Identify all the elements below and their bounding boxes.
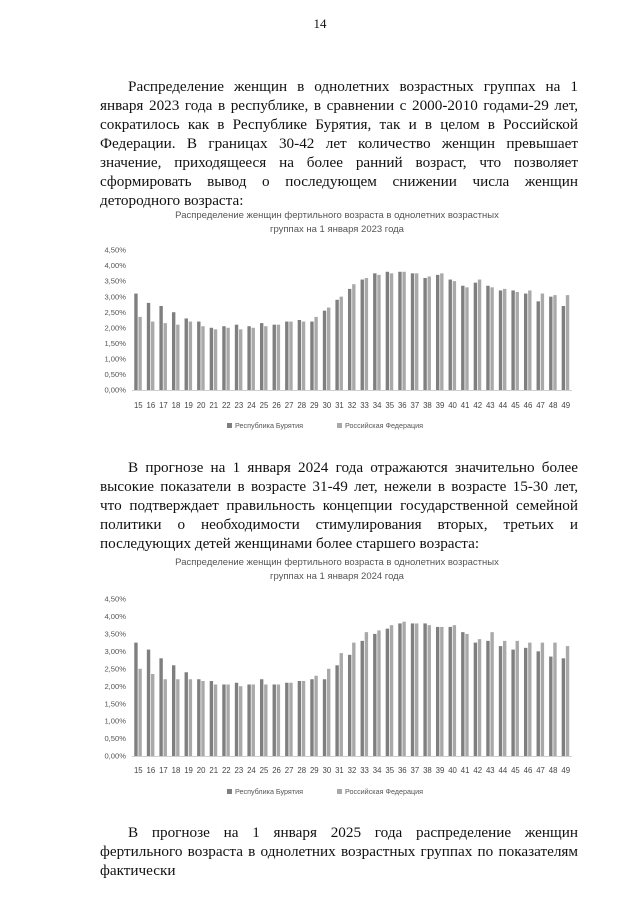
x-tick-label: 24 <box>247 401 256 410</box>
bar-s1-age-27 <box>285 322 288 390</box>
bar-s2-age-49 <box>566 646 569 756</box>
y-tick-label: 2,50% <box>104 307 126 317</box>
bar-s1-age-42 <box>474 643 477 756</box>
bar-s2-age-24 <box>252 328 255 390</box>
bar-s1-age-29 <box>310 679 313 756</box>
bar-s2-age-17 <box>164 323 167 390</box>
bar-s1-age-37 <box>411 623 414 756</box>
bar-s1-age-30 <box>323 679 326 756</box>
x-tick-label: 16 <box>146 766 156 775</box>
x-tick-label: 32 <box>347 766 357 775</box>
x-tick-label: 40 <box>448 401 457 410</box>
x-tick-label: 20 <box>196 766 206 775</box>
bar-s2-age-48 <box>553 643 556 756</box>
x-tick-label: 22 <box>221 401 231 410</box>
bar-s1-age-31 <box>335 665 338 756</box>
y-tick-label: 1,00% <box>104 354 126 364</box>
bar-s1-age-43 <box>486 286 489 390</box>
bar-s1-age-32 <box>348 655 351 756</box>
bar-s2-age-15 <box>138 317 141 390</box>
chart-title-line-2: группах на 1 января 2024 года <box>270 571 404 582</box>
x-tick-label: 30 <box>322 401 332 410</box>
x-tick-label: 44 <box>498 766 508 775</box>
bar-s2-age-40 <box>453 625 456 756</box>
x-tick-label: 46 <box>523 766 533 775</box>
bar-s1-age-20 <box>197 679 200 756</box>
bar-s2-age-42 <box>478 639 481 756</box>
bar-s1-age-38 <box>423 623 426 756</box>
bar-s2-age-39 <box>440 627 443 756</box>
x-tick-label: 36 <box>397 401 407 410</box>
bar-s2-age-36 <box>402 272 405 390</box>
y-tick-label: 1,50% <box>104 699 126 709</box>
x-tick-label: 33 <box>360 401 369 410</box>
x-tick-label: 32 <box>347 401 357 410</box>
bar-s1-age-16 <box>147 303 150 390</box>
x-tick-label: 42 <box>473 766 483 775</box>
bar-s2-age-34 <box>377 630 380 756</box>
bar-s2-age-16 <box>151 322 154 390</box>
x-tick-label: 38 <box>423 766 432 775</box>
bar-s1-age-44 <box>499 290 502 390</box>
x-tick-label: 22 <box>221 766 231 775</box>
y-tick-label: 1,50% <box>104 338 126 348</box>
x-tick-label: 28 <box>297 401 307 410</box>
bar-s1-age-46 <box>524 648 527 756</box>
bar-s1-age-19 <box>185 318 188 390</box>
bar-s2-age-18 <box>176 325 179 390</box>
bar-s2-age-31 <box>340 297 343 390</box>
legend-label-2: Российская Федерация <box>345 787 423 796</box>
bar-s1-age-15 <box>134 643 137 756</box>
bar-s2-age-30 <box>327 308 330 390</box>
bar-s1-age-39 <box>436 627 439 756</box>
x-tick-label: 28 <box>297 766 307 775</box>
chart-2023-svg <box>92 200 582 440</box>
paragraph-2-text: В прогнозе на 1 января 2024 года отражаются значительно более высокие показатели в возрасте 31-49 лет, нежели в возрасте 15-30 лет, что подтверждает правильность концепции государственной семейной политики о необходимости стимулирования вторых, третьих и последующих детей женщинами более старшего возраста: <box>100 459 578 552</box>
bar-s2-age-23 <box>239 329 242 390</box>
bar-s2-age-47 <box>541 643 544 756</box>
x-tick-label: 31 <box>335 401 344 410</box>
x-tick-label: 33 <box>360 766 369 775</box>
bar-s1-age-29 <box>310 322 313 390</box>
bar-s1-age-25 <box>260 323 263 390</box>
paragraph-1-text: Распределение женщин в однолетних возрастных группах на 1 января 2023 года в республике, в сравнении с 2000-2010 годами-29 лет, сократилось как в Республике Бурятия, так и в целом в Российской Федерации. В границах 30-42 лет количество женщин превышает значение, приходящееся на более ранний возраст, что позволяет сформировать вывод о последующем снижении числа женщин детородного возраста: <box>100 78 578 209</box>
x-tick-label: 42 <box>473 401 483 410</box>
bar-s2-age-16 <box>151 674 154 756</box>
y-tick-label: 0,50% <box>104 734 126 744</box>
x-tick-label: 35 <box>385 766 395 775</box>
x-tick-label: 38 <box>423 401 432 410</box>
bar-s1-age-41 <box>461 632 464 756</box>
y-tick-label: 2,00% <box>104 681 126 691</box>
bar-s2-age-33 <box>365 632 368 756</box>
bar-s1-age-40 <box>449 280 452 390</box>
bar-s1-age-23 <box>235 683 238 756</box>
x-tick-label: 43 <box>485 766 495 775</box>
bar-s2-age-49 <box>566 295 569 390</box>
bar-s2-age-33 <box>365 278 368 390</box>
bar-s1-age-27 <box>285 683 288 756</box>
x-tick-label: 37 <box>410 401 420 410</box>
bar-s1-age-48 <box>549 297 552 390</box>
legend-swatch-2 <box>337 789 342 794</box>
bar-s2-age-31 <box>340 653 343 756</box>
bar-s1-age-42 <box>474 283 477 390</box>
bar-s2-age-26 <box>277 684 280 756</box>
bar-s1-age-25 <box>260 679 263 756</box>
paragraph-1 <box>100 77 578 210</box>
x-tick-label: 26 <box>272 401 281 410</box>
bar-s2-age-47 <box>541 294 544 390</box>
bar-s2-age-32 <box>352 643 355 756</box>
bar-s1-age-43 <box>486 641 489 756</box>
bar-s2-age-26 <box>277 325 280 390</box>
bar-s2-age-25 <box>264 684 267 756</box>
x-tick-label: 48 <box>548 401 558 410</box>
bar-s2-age-44 <box>503 289 506 390</box>
bar-s2-age-20 <box>201 326 204 390</box>
chart-2023 <box>92 200 582 440</box>
y-tick-label: 3,50% <box>104 276 126 286</box>
x-tick-label: 27 <box>284 766 294 775</box>
bar-s1-age-35 <box>386 629 389 756</box>
bar-s1-age-30 <box>323 311 326 390</box>
x-tick-label: 19 <box>184 766 193 775</box>
bar-s1-age-40 <box>449 627 452 756</box>
bar-s1-age-49 <box>562 658 565 756</box>
bar-s1-age-36 <box>398 272 401 390</box>
x-tick-label: 45 <box>511 401 520 410</box>
y-tick-label: 0,00% <box>104 751 126 761</box>
bar-s2-age-39 <box>440 273 443 390</box>
legend-swatch-1 <box>227 423 232 428</box>
legend-label-1: Республика Бурятия <box>235 787 304 796</box>
y-tick-label: 2,50% <box>104 664 126 674</box>
bar-s2-age-29 <box>314 676 317 756</box>
x-tick-label: 26 <box>272 766 281 775</box>
bar-s2-age-28 <box>302 681 305 756</box>
bar-s2-age-22 <box>226 684 229 756</box>
bar-s1-age-15 <box>134 294 137 390</box>
x-tick-label: 31 <box>335 766 344 775</box>
bar-s1-age-26 <box>273 325 276 390</box>
x-tick-label: 39 <box>435 766 445 775</box>
x-tick-label: 29 <box>309 401 319 410</box>
y-tick-label: 4,50% <box>104 594 126 604</box>
bar-s2-age-15 <box>138 669 141 756</box>
x-tick-label: 34 <box>372 766 382 775</box>
x-tick-label: 19 <box>184 401 193 410</box>
bar-s2-age-32 <box>352 284 355 390</box>
bar-s1-age-45 <box>511 650 514 756</box>
x-tick-label: 40 <box>448 766 457 775</box>
x-tick-label: 21 <box>209 766 219 775</box>
bar-s2-age-37 <box>415 623 418 756</box>
bar-s2-age-21 <box>214 329 217 390</box>
bar-s1-age-24 <box>247 684 250 756</box>
bar-s1-age-17 <box>159 658 162 756</box>
y-tick-label: 4,00% <box>104 261 126 271</box>
y-tick-label: 0,50% <box>104 370 126 380</box>
paragraph-2 <box>100 458 578 553</box>
legend-swatch-2 <box>337 423 342 428</box>
x-tick-label: 25 <box>259 401 269 410</box>
bar-s1-age-28 <box>298 681 301 756</box>
legend-label-2: Российская Федерация <box>345 421 423 430</box>
bar-s2-age-30 <box>327 669 330 756</box>
bar-s1-age-49 <box>562 306 565 390</box>
bar-s2-age-23 <box>239 686 242 756</box>
chart-title-line-2: группах на 1 января 2023 года <box>270 224 404 235</box>
x-tick-label: 43 <box>485 401 495 410</box>
x-tick-label: 35 <box>385 401 395 410</box>
legend-swatch-1 <box>227 789 232 794</box>
page-number: 14 <box>313 16 327 31</box>
x-tick-label: 25 <box>259 766 269 775</box>
bar-s1-age-45 <box>511 290 514 390</box>
x-tick-label: 49 <box>561 766 571 775</box>
x-tick-label: 20 <box>196 401 206 410</box>
bar-s1-age-22 <box>222 684 225 756</box>
bar-s1-age-33 <box>361 641 364 756</box>
bar-s1-age-26 <box>273 684 276 756</box>
bar-s1-age-24 <box>247 326 250 390</box>
bar-s2-age-36 <box>402 622 405 756</box>
x-tick-label: 30 <box>322 766 332 775</box>
x-tick-label: 23 <box>234 401 244 410</box>
x-tick-label: 37 <box>410 766 420 775</box>
bar-s2-age-45 <box>516 292 519 390</box>
paragraph-3 <box>100 823 578 880</box>
x-tick-label: 41 <box>460 401 470 410</box>
bar-s2-age-29 <box>314 317 317 390</box>
bar-s2-age-27 <box>289 683 292 756</box>
bar-s1-age-48 <box>549 657 552 756</box>
bar-s1-age-44 <box>499 646 502 756</box>
chart-title-line-1: Распределение женщин фертильного возраста в однолетних возрастных <box>175 210 499 221</box>
bar-s1-age-20 <box>197 322 200 390</box>
bar-s1-age-35 <box>386 272 389 390</box>
bar-s1-age-19 <box>185 672 188 756</box>
bar-s1-age-36 <box>398 623 401 756</box>
bar-s2-age-17 <box>164 679 167 756</box>
bar-s2-age-41 <box>465 634 468 756</box>
bar-s2-age-19 <box>189 679 192 756</box>
bar-s2-age-48 <box>553 295 556 390</box>
x-tick-label: 17 <box>159 766 168 775</box>
x-tick-label: 21 <box>209 401 219 410</box>
x-tick-label: 34 <box>372 401 382 410</box>
y-tick-label: 3,50% <box>104 629 126 639</box>
bar-s1-age-34 <box>373 273 376 390</box>
x-tick-label: 16 <box>146 401 156 410</box>
bar-s2-age-25 <box>264 326 267 390</box>
x-tick-label: 15 <box>133 766 143 775</box>
y-tick-label: 3,00% <box>104 646 126 656</box>
bar-s2-age-27 <box>289 322 292 390</box>
bar-s2-age-46 <box>528 643 531 756</box>
x-tick-label: 49 <box>561 401 571 410</box>
y-tick-label: 0,00% <box>104 385 126 395</box>
bar-s2-age-21 <box>214 684 217 756</box>
x-tick-label: 17 <box>159 401 168 410</box>
y-tick-label: 3,00% <box>104 292 126 302</box>
bar-s2-age-35 <box>390 273 393 390</box>
bar-s2-age-20 <box>201 681 204 756</box>
bar-s2-age-43 <box>490 632 493 756</box>
y-tick-label: 4,00% <box>104 612 126 622</box>
bar-s2-age-35 <box>390 625 393 756</box>
bar-s2-age-40 <box>453 281 456 390</box>
bar-s2-age-46 <box>528 290 531 390</box>
bar-s1-age-18 <box>172 665 175 756</box>
x-tick-label: 18 <box>171 766 181 775</box>
chart-title-line-1: Распределение женщин фертильного возраста в однолетних возрастных <box>175 557 499 568</box>
x-tick-label: 44 <box>498 401 508 410</box>
bar-s2-age-42 <box>478 280 481 390</box>
x-tick-label: 48 <box>548 766 558 775</box>
bar-s2-age-28 <box>302 322 305 390</box>
x-tick-label: 27 <box>284 401 294 410</box>
x-tick-label: 29 <box>309 766 319 775</box>
bar-s2-age-24 <box>252 684 255 756</box>
bar-s2-age-37 <box>415 273 418 390</box>
bar-s2-age-41 <box>465 287 468 390</box>
bar-s1-age-37 <box>411 273 414 390</box>
x-tick-label: 36 <box>397 766 407 775</box>
paragraph-3-text: В прогнозе на 1 января 2025 года распределение женщин фертильного возраста в однолетних возрастных группах по показателям фактически <box>100 824 578 879</box>
chart-2024-svg <box>92 552 582 802</box>
bar-s1-age-16 <box>147 650 150 756</box>
x-tick-label: 47 <box>536 766 545 775</box>
bar-s1-age-38 <box>423 278 426 390</box>
bar-s1-age-46 <box>524 294 527 390</box>
bar-s1-age-18 <box>172 312 175 390</box>
y-tick-label: 4,50% <box>104 245 126 255</box>
bar-s1-age-32 <box>348 289 351 390</box>
bar-s1-age-21 <box>210 328 213 390</box>
bar-s2-age-43 <box>490 287 493 390</box>
bar-s1-age-23 <box>235 325 238 390</box>
x-tick-label: 47 <box>536 401 545 410</box>
bar-s1-age-47 <box>537 651 540 756</box>
bar-s1-age-39 <box>436 275 439 390</box>
bar-s2-age-45 <box>516 641 519 756</box>
x-tick-label: 24 <box>247 766 256 775</box>
y-tick-label: 2,00% <box>104 323 126 333</box>
bar-s1-age-41 <box>461 286 464 390</box>
bar-s1-age-17 <box>159 306 162 390</box>
bar-s1-age-31 <box>335 300 338 390</box>
bar-s2-age-18 <box>176 679 179 756</box>
chart-2024 <box>92 552 582 802</box>
x-tick-label: 15 <box>133 401 143 410</box>
bar-s2-age-38 <box>428 276 431 390</box>
bar-s2-age-19 <box>189 322 192 390</box>
bar-s1-age-21 <box>210 681 213 756</box>
bar-s1-age-34 <box>373 634 376 756</box>
bar-s2-age-38 <box>428 625 431 756</box>
y-tick-label: 1,00% <box>104 716 126 726</box>
x-tick-label: 45 <box>511 766 520 775</box>
x-tick-label: 23 <box>234 766 244 775</box>
bar-s1-age-22 <box>222 326 225 390</box>
x-tick-label: 39 <box>435 401 445 410</box>
bar-s1-age-33 <box>361 280 364 390</box>
x-tick-label: 46 <box>523 401 533 410</box>
bar-s2-age-34 <box>377 275 380 390</box>
x-tick-label: 41 <box>460 766 470 775</box>
x-tick-label: 18 <box>171 401 181 410</box>
bar-s2-age-44 <box>503 641 506 756</box>
legend-label-1: Республика Бурятия <box>235 421 304 430</box>
bar-s1-age-28 <box>298 320 301 390</box>
bar-s1-age-47 <box>537 301 540 390</box>
bar-s2-age-22 <box>226 328 229 390</box>
